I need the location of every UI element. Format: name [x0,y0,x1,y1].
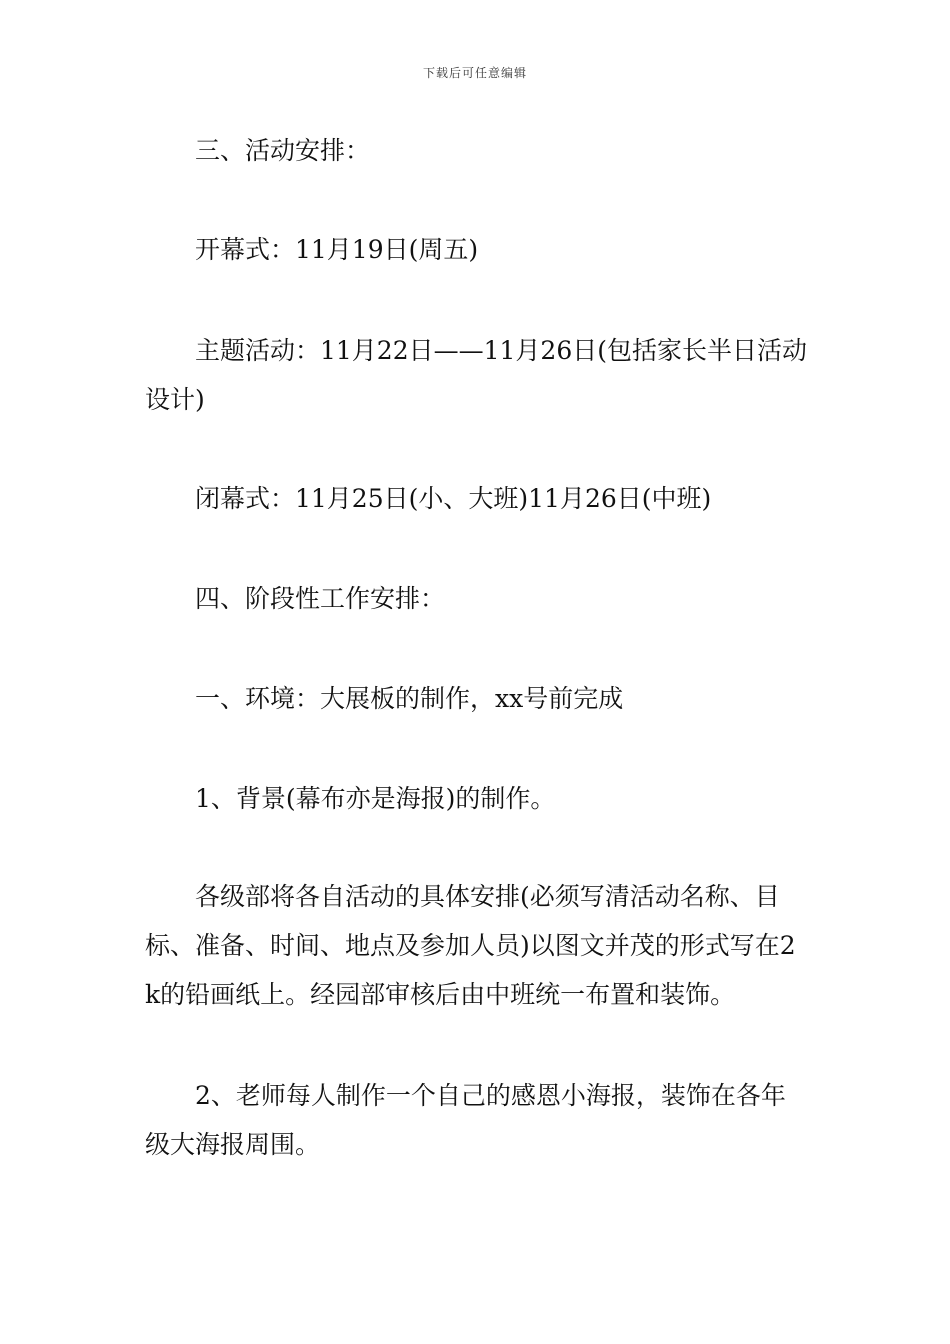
environment-board-line: 一、环境：大展板的制作，xx号前完成 [195,684,624,713]
opening-ceremony-line: 开幕式：11月19日(周五) [195,235,479,264]
background-poster-line: 1、背景(幕布亦是海报)的制作。 [195,784,556,813]
closing-ceremony-line: 闭幕式：11月25日(小、大班)11月26日(中班) [195,484,712,513]
section-heading-activity-schedule: 三、活动安排： [195,136,371,165]
teacher-poster-paragraph: 2、老师每人制作一个自己的感恩小海报，装饰在各年级大海报周围。 [145,1081,786,1159]
department-arrangement-paragraph: 各级部将各自活动的具体安排(必须写清活动名称、目标、准备、时间、地点及参加人员)以图文并茂的形式写在2k的铅画纸上。经园部审核后由中班统一布置和装饰。 [145,882,796,1009]
section-heading-phase-work: 四、阶段性工作安排： [195,584,446,613]
page-header-note: 下载后可任意编辑 [422,66,527,80]
theme-activity-line: 主题活动：11月22日——11月26日(包括家长半日活动设计) [145,336,808,414]
